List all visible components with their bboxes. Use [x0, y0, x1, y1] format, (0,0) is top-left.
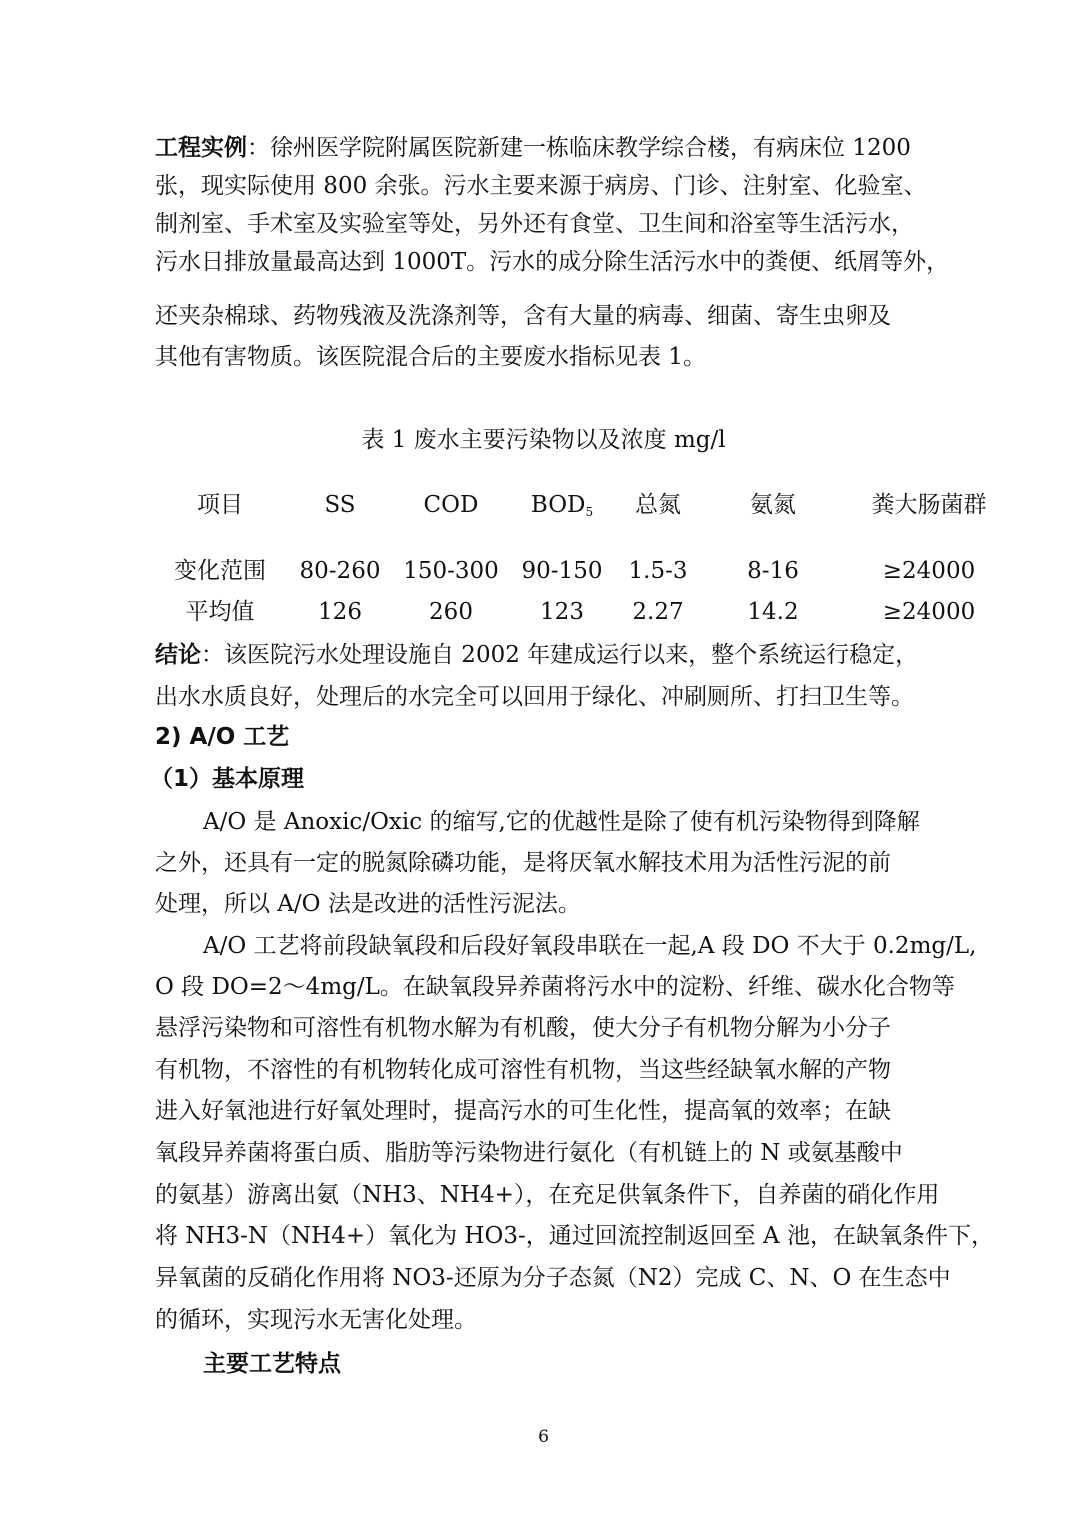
table-header-cell: COD: [423, 492, 479, 518]
table-cell: ≥24000: [882, 558, 976, 584]
table-caption: 表 1 废水主要污染物以及浓度 mg/l: [361, 427, 726, 453]
para2-line-7: 的氨基）游离出氨（NH3、NH4+），在充足供氧条件下，自养菌的硝化作用: [155, 1182, 940, 1208]
para2-line-4: 有机物，不溶性的有机物转化成可溶性有机物，当这些经缺氧水解的产物: [155, 1057, 891, 1083]
para2-line-1: A/O 工艺将前段缺氧段和后段好氧段串联在一起,A 段 DO 不大于 0.2mg/L,: [203, 933, 977, 959]
features-title: 主要工艺特点: [203, 1351, 341, 1377]
conclusion-line-2: 出水水质良好，处理后的水完全可以回用于绿化、冲刷厕所、打扫卫生等。: [155, 684, 914, 710]
table-header-cell: 总氮: [635, 492, 681, 518]
para2-line-5: 进入好氧池进行好氧处理时，提高污水的可生化性，提高氧的效率；在缺: [155, 1098, 891, 1124]
table-header-cell: SS: [324, 492, 356, 518]
table-cell: 1.5-3: [628, 558, 688, 584]
table-cell: 123: [540, 599, 584, 625]
table-cell: 变化范围: [174, 558, 266, 584]
para2-line-10: 的循环，实现污水无害化处理。: [155, 1307, 477, 1333]
para1-line-2: 之外，还具有一定的脱氮除磷功能，是将厌氧水解技术用为活性污泥的前: [155, 850, 891, 876]
para2-line-8: 将 NH3-N（NH4+）氧化为 HO3-，通过回流控制返回至 A 池，在缺氧条件下，: [155, 1223, 994, 1249]
conclusion-label: 结论: [155, 642, 201, 668]
intro-label: 工程实例: [155, 135, 247, 161]
table-header-cell: 氨氮: [750, 492, 796, 518]
intro-line-6: 其他有害物质。该医院混合后的主要废水指标见表 1。: [155, 344, 706, 370]
table-cell: ≥24000: [882, 599, 976, 625]
table-cell: 2.27: [632, 599, 684, 625]
table-cell: 80-260: [299, 558, 381, 584]
intro-line-5: 还夹杂棉球、药物残液及洗涤剂等，含有大量的病毒、细菌、寄生虫卵及: [155, 303, 891, 329]
table-cell: 平均值: [185, 599, 255, 625]
intro-line-2: 张，现实际使用 800 余张。污水主要来源于病房、门诊、注射室、化验室、: [155, 173, 927, 199]
intro-line-4: 污水日排放量最高达到 1000T。污水的成分除生活污水中的粪便、纸屑等外，: [155, 249, 950, 275]
para1-line-3: 处理，所以 A/O 法是改进的活性污泥法。: [155, 891, 581, 917]
table-cell: 126: [318, 599, 362, 625]
intro-line-3: 制剂室、手术室及实验室等处，另外还有食堂、卫生间和浴室等生活污水，: [155, 211, 914, 237]
para2-line-9: 异氧菌的反硝化作用将 NO3-还原为分子态氮（N2）完成 C、N、O 在生态中: [155, 1265, 951, 1291]
page-number: 6: [538, 1427, 549, 1447]
subsection-title: （1）基本原理: [150, 766, 305, 792]
para2-line-2: O 段 DO=2～4mg/L。在缺氧段异养菌将污水中的淀粉、纤维、碳水化合物等: [155, 974, 955, 1000]
para2-line-6: 氧段异养菌将蛋白质、脂肪等污染物进行氨化（有机链上的 N 或氨基酸中: [155, 1140, 903, 1166]
table-cell: 8-16: [747, 558, 799, 584]
table-cell: 260: [429, 599, 473, 625]
table-header-cell: 项目: [197, 492, 243, 518]
intro-line-1: 工程实例：徐州医学院附属医院新建一栋临床教学综合楼，有病床位 1200: [155, 135, 911, 161]
table-header-cell: 粪大肠菌群: [871, 492, 987, 518]
table-cell: 150-300: [403, 558, 499, 584]
para2-line-3: 悬浮污染物和可溶性有机物水解为有机酸，使大分子有机物分解为小分子: [155, 1015, 891, 1041]
section-title: 2) A/O 工艺: [155, 724, 290, 750]
table-cell: 90-150: [521, 558, 603, 584]
conclusion-line-1: 结论：该医院污水处理设施自 2002 年建成运行以来，整个系统运行稳定，: [155, 642, 919, 668]
para1-line-1: A/O 是 Anoxic/Oxic 的缩写,它的优越性是除了使有机污染物得到降解: [203, 809, 920, 835]
table-header-cell-bod: $BOD_5$: [530, 492, 594, 519]
table-cell: 14.2: [747, 599, 799, 625]
